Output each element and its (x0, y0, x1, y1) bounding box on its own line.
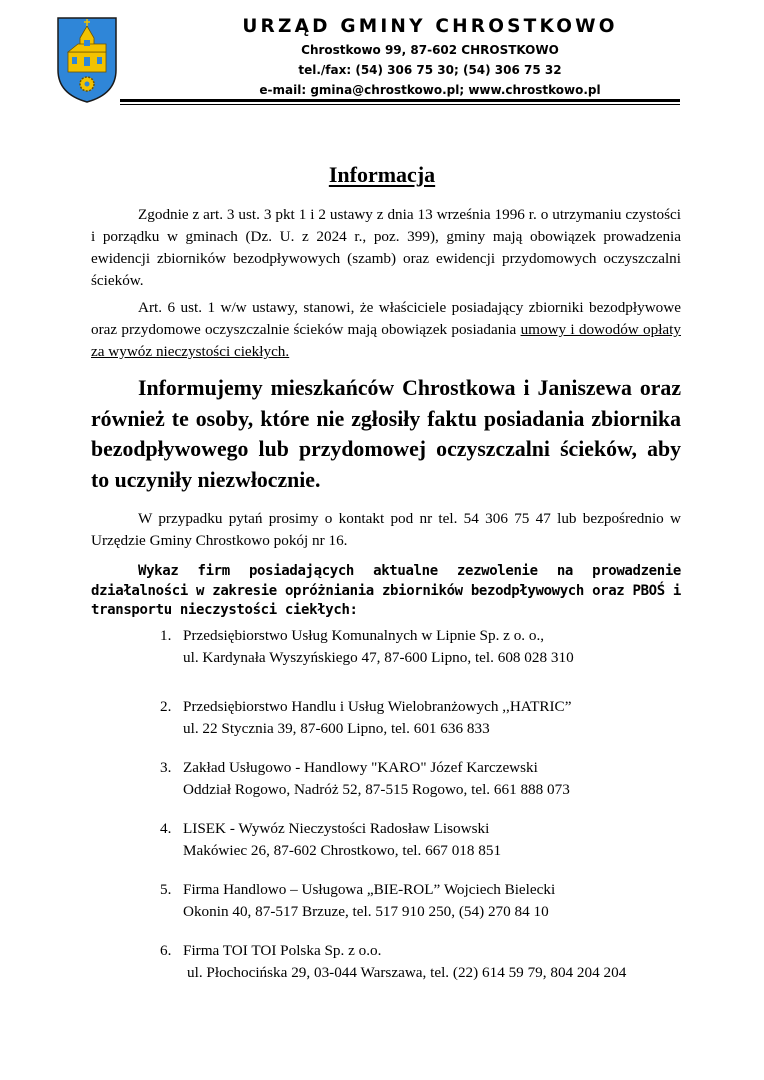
firm-name: Firma Handlowo – Usługowa „BIE-ROL” Wojciech Bielecki (183, 881, 556, 898)
announcement-paragraph: Informujemy mieszkańców Chrostkowa i Janiszewa oraz również te osoby, które nie zgłosiły faktu posiadania zbiornika bezodpływowego lub przydomowej oczyszczalni ścieków, aby to uczyniły niezwłocznie. (91, 376, 681, 492)
office-email: e-mail: gmina@chrostkowo.pl; www.chrostkowo.pl (259, 83, 601, 97)
office-phone: tel./fax: (54) 306 75 30; (54) 306 75 32 (298, 63, 562, 77)
firm-address: ul. Kardynała Wyszyńskiego 47, 87-600 Lipno, tel. 608 028 310 (183, 649, 574, 666)
list-number: 5. (160, 881, 172, 898)
list-number: 4. (160, 820, 172, 837)
document-heading: Informacja (328, 162, 436, 187)
firm-name: Przedsiębiorstwo Handlu i Usług Wielobranżowych ,,HATRIC” (183, 698, 572, 715)
obligation-text: Art. 6 ust. 1 w/w ustawy, stanowi, że właściciele posiadający zbiorniki bezodpływowe oraz przydomowe oczyszczalnie ścieków mają obowiązek posiadania (91, 299, 681, 338)
list-number: 6. (160, 942, 172, 959)
firm-address: Oddział Rogowo, Nadróż 52, 87-515 Rogowo, tel. 661 888 073 (183, 781, 570, 798)
firm-name: Zakład Usługowo - Handlowy "KARO" Józef Karczewski (183, 759, 538, 776)
contact-paragraph: W przypadku pytań prosimy o kontakt pod nr tel. 54 306 75 47 lub bezpośrednio w Urzędzie Gminy Chrostkowo pokój nr 16. (91, 510, 681, 549)
firm-address: ul. 22 Stycznia 39, 87-600 Lipno, tel. 601 636 833 (183, 720, 490, 737)
firm-name: Firma TOI TOI Polska Sp. z o.o. (183, 942, 382, 959)
list-number: 1. (160, 627, 172, 644)
firm-name: LISEK - Wywóz Nieczystości Radosław Lisowski (183, 820, 490, 837)
office-address: Chrostkowo 99, 87-602 CHROSTKOWO (301, 43, 559, 57)
firm-address: ul. Płochocińska 29, 03-044 Warszawa, tel. (22) 614 59 79, 804 204 204 (187, 964, 627, 981)
list-number: 2. (160, 698, 172, 715)
letterhead (180, 14, 680, 100)
list-number: 3. (160, 759, 172, 776)
legal-basis-paragraph: Zgodnie z art. 3 ust. 3 pkt 1 i 2 ustawy z dnia 13 września 1996 r. o utrzymaniu czystości i porządku w gminach (Dz. U. z 2024 r., poz. 399), gminy mają obowiązek prowadzenia ewidencji zbiorników bezodpływowych (szamb) oraz ewidencji przydomowych oczyszczalni ścieków. (91, 206, 681, 289)
office-name: URZĄD GMINY CHROSTKOWO (242, 16, 618, 37)
firm-address: Makówiec 26, 87-602 Chrostkowo, tel. 667 018 851 (183, 842, 502, 859)
header-divider-thin (120, 104, 680, 105)
municipality-crest-icon (56, 16, 118, 104)
header-divider-thick (120, 99, 680, 102)
firm-address: Okonin 40, 87-517 Brzuze, tel. 517 910 250, (54) 270 84 10 (183, 903, 549, 920)
firm-list-intro: Wykaz firm posiadających aktualne zezwolenie na prowadzenie działalności w zakresie opróżniania zbiorników bezodpływowych oraz PBOŚ i transportu nieczystości ciekłych: (91, 563, 681, 618)
obligation-underlined-text: umowy i dowodów opłaty za wywóz nieczystości ciekłych. (91, 321, 681, 360)
firm-name: Przedsiębiorstwo Usług Komunalnych w Lipnie Sp. z o. o., (183, 627, 545, 644)
obligation-paragraph (91, 297, 681, 363)
